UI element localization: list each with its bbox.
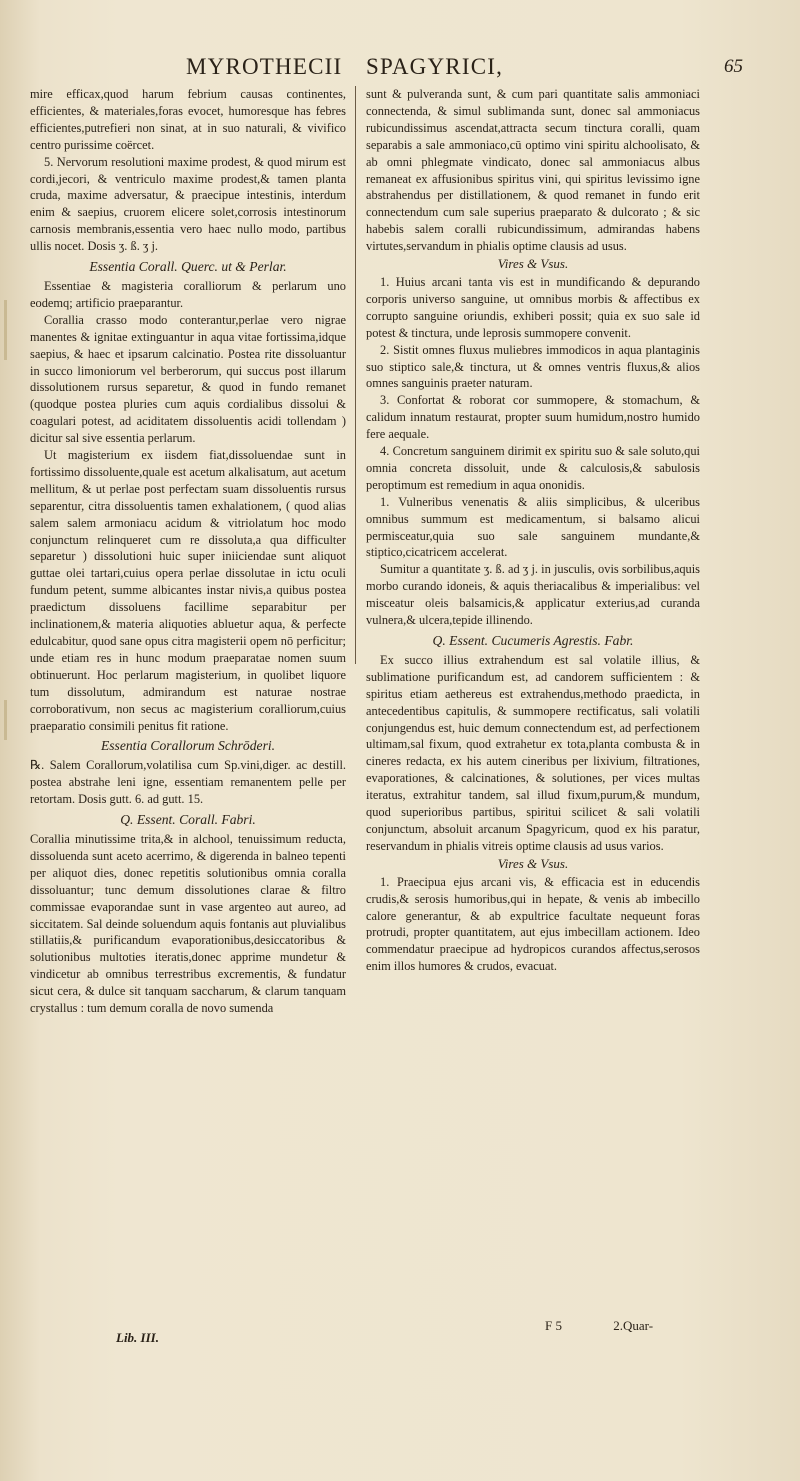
body-paragraph: 3. Confortat & roborat cor summopere, & stomachum, & calidum innatum restaurat, propter suum humidum,nostro humido fere aequale. <box>366 393 700 442</box>
body-paragraph: Essentiae & magisteria coralliorum & perlarum uno eodemq; artificio praeparantur. <box>30 278 346 310</box>
header-title-left: MYROTHECII <box>186 54 343 79</box>
body-paragraph: Corallia crasso modo conterantur,perlae vero nigrae manentes & ignitae extinguantur in aqua vitae fortissima,idque saepius, & haec et ipsarum calcinatio. Postea rite dissoluantur in succo limoniorum vel berberorum, qui succus post illarum dissolutionem rursus separetur, & quod in fundo remanet (quodque postea pluries cum aquis cordialibus dissolui & coagulari potest, ad aciditatem dissoluentis acidi tollendam ) dicitur sal sive essentia perlarum. <box>30 312 346 446</box>
section-subheading: Vires & Vsus. <box>497 855 569 871</box>
body-paragraph: 1. Huius arcani tanta vis est in mundificando & depurando corporis universo sanguine, ut omnibus morbis & affectibus ex corrupto sanguine oriundis, exhiberi possit; quia ex suo sale id potest & tinctura, unde leprosis summopere convenit. <box>366 274 700 340</box>
section-heading: Essentia Corallorum Schrōderi. <box>100 738 276 754</box>
section-heading: Essentia Corall. Querc. ut & Perlar. <box>89 259 287 275</box>
body-paragraph: ℞. Salem Corallorum,volatilisa cum Sp.vini,diger. ac destill. postea abstrahe leni igne, essentiam remanentem pelle per retortam. Dosis gutt. 6. ad gutt. 15. <box>30 758 346 807</box>
page-edge-stain <box>4 700 7 740</box>
section-heading: Q. Essent. Corall. Fabri. <box>120 812 256 828</box>
running-header <box>0 54 800 84</box>
right-column <box>366 86 700 975</box>
book-marker: Lib. III. <box>116 1330 159 1345</box>
catchword: 2.Quar- <box>613 1318 654 1333</box>
body-paragraph: 1. Praecipua ejus arcani vis, & efficacia est in educendis crudis,& serosis humoribus,qui in hepate, & venis ab imbecillo calore generantur, & ab expultrice facultate nequeunt foras protrudi, propter quantitatem, aut ejus imbecillam actionem. Ideo commendatur praecipue ad hydropicos curandos affectus,serosos enim illos humores & crudos, evacuat. <box>366 874 700 974</box>
body-paragraph: Sumitur a quantitate ʒ. ß. ad ʒ j. in jusculis, ovis sorbilibus,aquis morbo curando idoneis, & aquis theriacalibus & imperialibus: vel misceatur oleis balsamicis,& applicatur exterius,ad curanda vulnera,& ulcera,tepide illinendo. <box>366 562 700 628</box>
body-paragraph: 2. Sistit omnes fluxus muliebres immodicos in aqua plantaginis suo stiptico sale,& tinctura, ut & omnes ventris fluxus,& alios omnes sanguinis praeter naturam. <box>366 342 700 391</box>
header-title-right: SPAGYRICI, <box>366 54 504 79</box>
section-heading: Q. Essent. Cucumeris Agrestis. Fabr. <box>432 633 634 648</box>
page-number: 65 <box>724 56 743 77</box>
page-footer <box>545 1318 653 1334</box>
body-paragraph: mire efficax,quod harum febrium causas continentes, efficientes, & materiales,foras evocet, humoresque has febres efficientes,putrefieri non sinat, at in suo naturali, & vivifico centro purissime coërcet. <box>30 87 346 152</box>
signature-mark: F 5 <box>545 1318 562 1333</box>
column-divider <box>355 86 356 664</box>
body-paragraph: Ut magisterium ex iisdem fiat,dissoluendae sunt in fortissimo dissoluente,quale est acetum alkalisatum, aut acetum mellitum, & ut perlae post perfectam suam dissoluentis rursus separentur, citra dissoluentis tamen exhalationem, ( quod alias salem salem armoniacu acidum & vitriolatum hoc modo conjunctum relinqueret cum re dissoluta,a qua difficulter separetur ) dissolutioni huic super iniiciendae sunt aliquot guttae olei tartari,cuius opera perlae dissolutae in ictu oculi fundum petent, summe albicantes instar nivis,a quibus postea praedictum dissoluens facillime separabitur per inclinationem,& materia aliquoties abluetur aqua, & perfecte edulcabitur, quod sane opus citra magisterii opem nō perficitur; unde etiam res in hunc modum praeparatae nomen suum obtinuerunt. Hoc perlarum magisterium, in quolibet liquore tum dissolutum, admirandum est naturae nostrae corroborativum, non secus ac magisterium coralliorum,cuius praeparatio consimili penitus fit ratione. <box>30 448 346 733</box>
page-edge-stain <box>4 300 7 360</box>
body-paragraph: Corallia minutissime trita,& in alchool, tenuissimum reducta, dissoluenda sunt aceto acerrimo, & digerenda in balneo tepenti per aliquot dies, donec repetitis solutionibus omnia coralla dissoluantur; tunc demum dissolutiones clarae & filtro commissae evaporandae sunt in vase argenteo aut aureo, ad siccitatem. Sal deinde soluendum aquis fontanis aut pluvialibus stillatiis,& purificandum evaporationibus,desiccatoribus & solutionibus multoties iteratis,donec apprime mundetur & vindicetur ab omnibus terrestribus excrementis, & fundatur sicut cera, & dulce sit tanquam saccharum, & clarum tanquam crystallus : tum demum coralla de novo sumenda <box>30 831 346 1016</box>
left-column <box>30 86 346 1017</box>
body-paragraph: 1. Vulneribus venenatis & aliis simplicibus, & ulceribus omnibus summum est medicamentum, si balsamo alicui permisceatur,quia suo sale sanguinem mundante,& stiptico,cicatricem accelerat. <box>366 494 700 560</box>
section-subheading: Vires & Vsus. <box>497 256 569 272</box>
body-paragraph: 4. Concretum sanguinem dirimit ex spiritu suo & sale soluto,qui omnia concreta dissoluit, unde & calculosis,& sabulosis peroptimum est remedium in aqua ononidis. <box>366 444 700 492</box>
body-paragraph: Ex succo illius extrahendum est sal volatile illius, & sublimatione purificandum est, ad candorem sufficientem : & spiritus etiam aethereus est extrahendus,methodo praedicta, in antecedentibus capitulis, & summopere rectificatus, sali volatili conjungendus est, huic demum connectendum est, ad perfectionem ultimam,sal fixum, quod extrahetur ex tota,planta combusta & in cineres redacta, ex his autem cineribus per lixivium, filtrationes, evaporationes, & calcinationes, & solutiones, per vices multas iteratus, extrahitur tandem, sal illud fixum,purum,& mundum, quod superioribus partibus, spiritui scilicet & sali volatili conjunctum, absoluit arcanum Spagyricum, quod ex his paratur, reservandum in phialis vitreis optime clausis ad usus varios. <box>366 652 700 853</box>
body-paragraph: sunt & pulveranda sunt, & cum pari quantitate salis ammoniaci connectenda, & simul sublimanda sunt, donec sal ammoniacus rubicundissimus ascendat,attracta secum tinctura coralli, quam separabis a sale ammoniaco,cū optimo vini spiritu alchoolisato, & ab omni phlegmate vindicato, donec sal ammoniacus albus remaneat ex affusionibus spiritus vini, qui spiritus levissimo igne abstrahendus per distillationem, & quod remanet in fundo erit connectendum cum sale superius praeparato & dulcorato ; & sic habebis salem coralli rubicundissimum, admirandas habens virtutes,servandum in phialis optime clausis ad usus. <box>366 87 700 254</box>
body-paragraph: 5. Nervorum resolutioni maxime prodest, & quod mirum est cordi,jecori, & ventriculo maxime prodest,& tamen planta cruda, maxime adversatur, & praecipue intestinis, interdum enim & saepius, cruorem elicere solet,corrosis intestinorum carnosis membranis,essentia vero haec nullo modo, partibus ullis nocet. Dosis ʒ. ß. ʒ j. <box>30 154 346 254</box>
